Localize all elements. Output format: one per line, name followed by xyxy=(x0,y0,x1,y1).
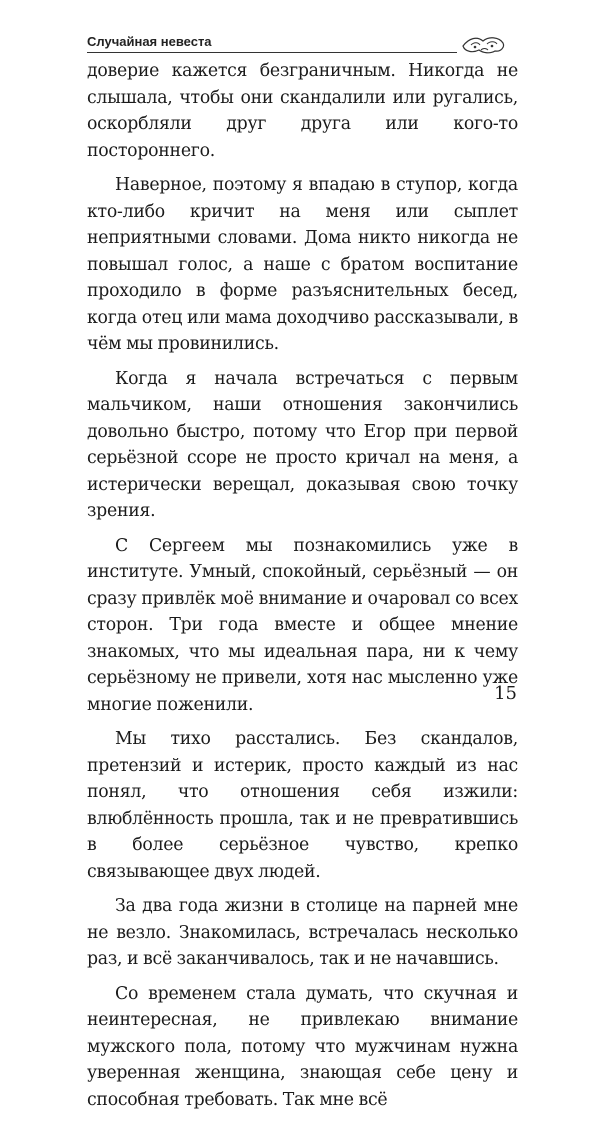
running-header xyxy=(87,34,517,58)
header-rule xyxy=(87,52,457,53)
header-ornament-icon xyxy=(459,32,509,56)
paragraph: За два года жизни в столице на парней мне не везло. Знакомилась, встречалась несколько раз, и всё заканчивалось, так и не начавшись. xyxy=(87,896,518,969)
paragraph: Наверное, поэтому я впадаю в ступор, когда кто-либо кричит на меня или сыплет неприятными словами. Дома никто никогда не повышал голос, а наше с братом воспитание проходило в форме разъяснительных бесед, когда отец или мама доходчиво рассказывали, в чём мы провинились. xyxy=(87,175,518,354)
paragraph: Мы тихо расстались. Без скандалов, претензий и истерик, просто каждый из нас понял, что отношения себя изжили: влюблённость прошла, так и не превратившись в более серьёзное чувство, крепко связывающее двух людей. xyxy=(87,729,518,882)
page-body xyxy=(87,58,518,1121)
paragraph: доверие кажется безграничным. Никогда не слышала, чтобы они скандалили или ругались, оскорбляли друг друга или кого-то постороннего. xyxy=(87,61,518,161)
paragraph: С Сергеем мы познакомились уже в институте. Умный, спокойный, серьёзный — он сразу привлёк моё внимание и очаровал со всех сторон. Три года вместе и общее мнение знакомых, что мы идеальная пара, ни к чему серьёзному не привели, хотя нас мысленно уже многие поженили. xyxy=(87,535,518,715)
paragraph: Когда я начала встречаться с первым мальчиком, наши отношения закончились довольно быстро, потому что Егор при первой серьёзной ссоре не просто кричал на меня, а истерически верещал, доказывая свою точку зрения. xyxy=(87,368,518,521)
page-number: 15 xyxy=(494,683,517,704)
running-header-title: Случайная невеста xyxy=(87,34,212,49)
paragraph: Со временем стала думать, что скучная и неинтересная, не привлекаю внимание мужского пола, потому что мужчинам нужна уверенная женщина, знающая себе цену и способная требовать. Так мне всё xyxy=(87,983,518,1110)
